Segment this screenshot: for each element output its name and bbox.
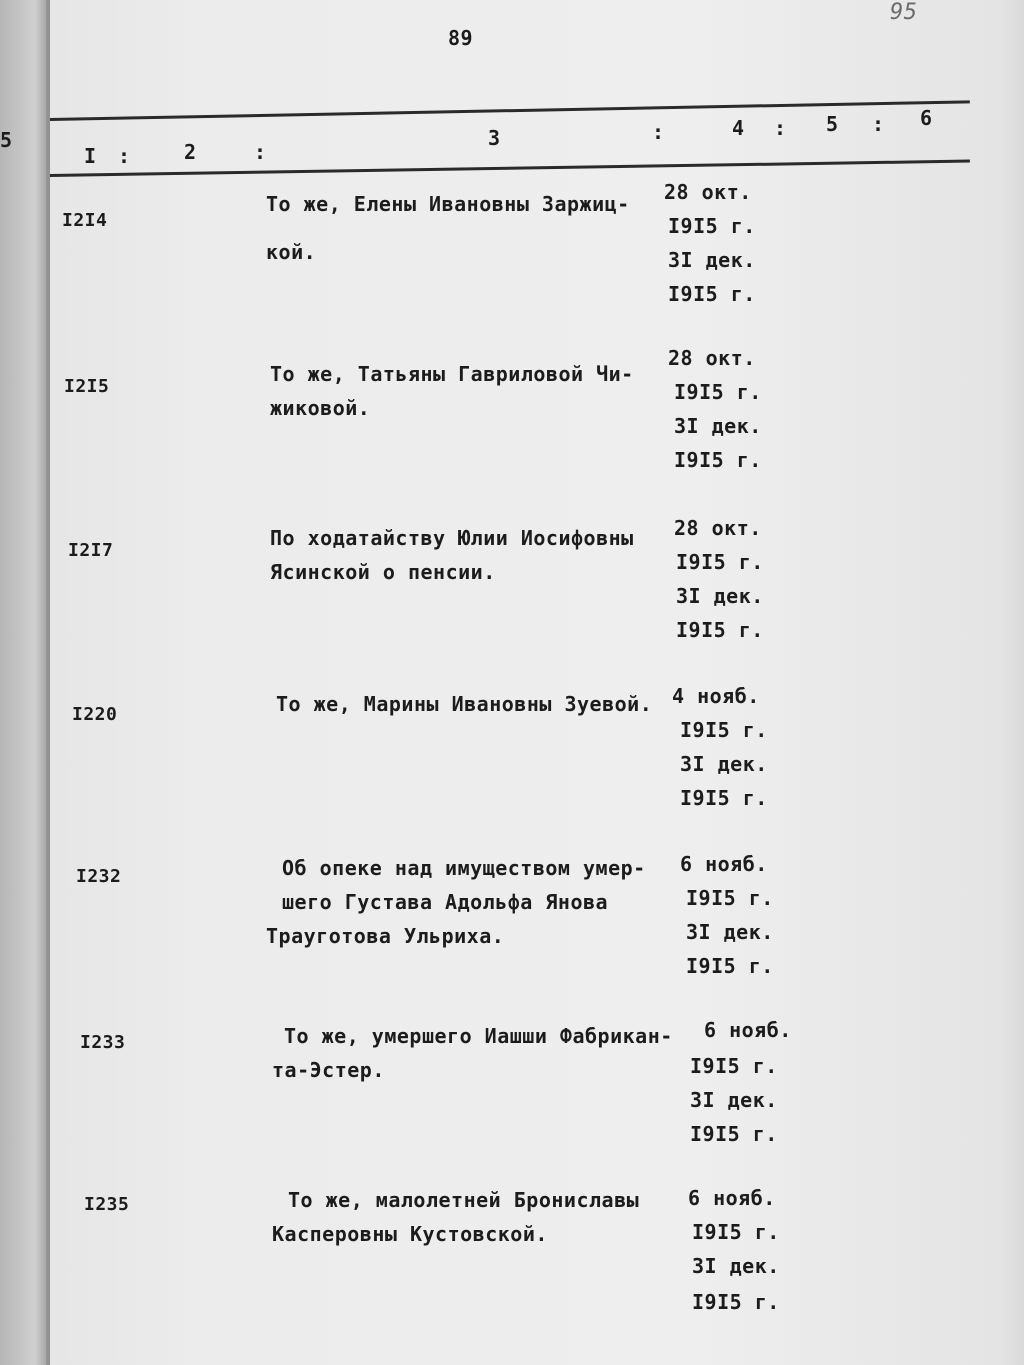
start-year: I9I5 г.	[680, 718, 768, 742]
header-col-1: I	[84, 144, 97, 168]
start-date: 6 нояб.	[688, 1186, 776, 1210]
end-year: I9I5 г.	[686, 954, 774, 978]
record-title-line: Касперовны Кустовской.	[272, 1222, 548, 1246]
record-title-line: То же, умершего Иашши Фабрикан-	[284, 1024, 673, 1048]
end-date: 3I дек.	[668, 248, 756, 272]
bleed-through-mark	[866, 688, 891, 704]
record-title-line: та-Эстер.	[272, 1058, 385, 1082]
end-date: 3I дек.	[692, 1254, 780, 1278]
end-date: 3I дек.	[674, 414, 762, 438]
end-year: I9I5 г.	[690, 1122, 778, 1146]
start-year: I9I5 г.	[668, 214, 756, 238]
book-spine	[46, 0, 50, 1365]
left-page-margin	[0, 0, 50, 1365]
record-title-line: То же, Татьяны Гавриловой Чи-	[270, 362, 634, 386]
bleed-through-mark	[854, 352, 879, 368]
record-title-line: Трауготова Ульриха.	[266, 924, 505, 948]
header-separator: :	[254, 140, 267, 164]
start-date: 28 окт.	[664, 180, 752, 204]
start-date: 6 нояб.	[680, 852, 768, 876]
end-date: 3I дек.	[686, 920, 774, 944]
record-title-line: То же, Марины Ивановны Зуевой.	[276, 692, 653, 716]
record-number: I235	[84, 1194, 130, 1215]
record-number: I233	[80, 1032, 126, 1053]
record-number: I220	[72, 704, 118, 725]
start-date: 4 нояб.	[672, 684, 760, 708]
record-number: I2I4	[62, 210, 108, 231]
bleed-through-mark	[850, 186, 875, 202]
header-col-4: 4	[732, 116, 745, 140]
end-year: I9I5 г.	[676, 618, 764, 642]
bleed-through-mark	[860, 522, 885, 538]
header-col-3: 3	[488, 126, 501, 150]
page-number: 89	[448, 26, 474, 50]
header-separator: :	[652, 120, 665, 144]
header-separator: :	[774, 116, 787, 140]
record-number: I2I5	[64, 376, 110, 397]
header-separator: :	[118, 144, 131, 168]
record-title-line: Об опеке над имуществом умер-	[282, 856, 646, 880]
start-date: 28 окт.	[674, 516, 762, 540]
header-col-6: 6	[920, 106, 933, 130]
end-date: 3I дек.	[690, 1088, 778, 1112]
header-col-5: 5	[826, 112, 839, 136]
end-year: I9I5 г.	[668, 282, 756, 306]
start-year: I9I5 г.	[692, 1220, 780, 1244]
record-title-line: То же, малолетней Брониславы	[288, 1188, 640, 1212]
record-title-line: жиковой.	[270, 396, 371, 420]
record-title-line: Ясинской о пенсии.	[270, 560, 496, 584]
record-title-line: кой.	[266, 240, 317, 264]
record-title-line: шего Густава Адольфа Янова	[282, 890, 609, 914]
start-year: I9I5 г.	[674, 380, 762, 404]
end-year: I9I5 г.	[680, 786, 768, 810]
end-year: I9I5 г.	[674, 448, 762, 472]
start-date: 6 нояб.	[704, 1018, 792, 1042]
header-col-2: 2	[184, 140, 197, 164]
record-number: I232	[76, 866, 122, 887]
previous-page-column-mark: 5	[0, 128, 13, 152]
start-year: I9I5 г.	[690, 1054, 778, 1078]
end-date: 3I дек.	[680, 752, 768, 776]
start-year: I9I5 г.	[686, 886, 774, 910]
corner-handwritten-mark: 95	[890, 0, 918, 25]
end-year: I9I5 г.	[692, 1290, 780, 1314]
start-date: 28 окт.	[668, 346, 756, 370]
end-date: 3I дек.	[676, 584, 764, 608]
start-year: I9I5 г.	[676, 550, 764, 574]
record-title-line: То же, Елены Ивановны Заржиц-	[266, 192, 630, 216]
record-title-line: По ходатайству Юлии Иосифовны	[270, 526, 634, 550]
record-number: I2I7	[68, 540, 114, 561]
header-separator: :	[872, 112, 885, 136]
